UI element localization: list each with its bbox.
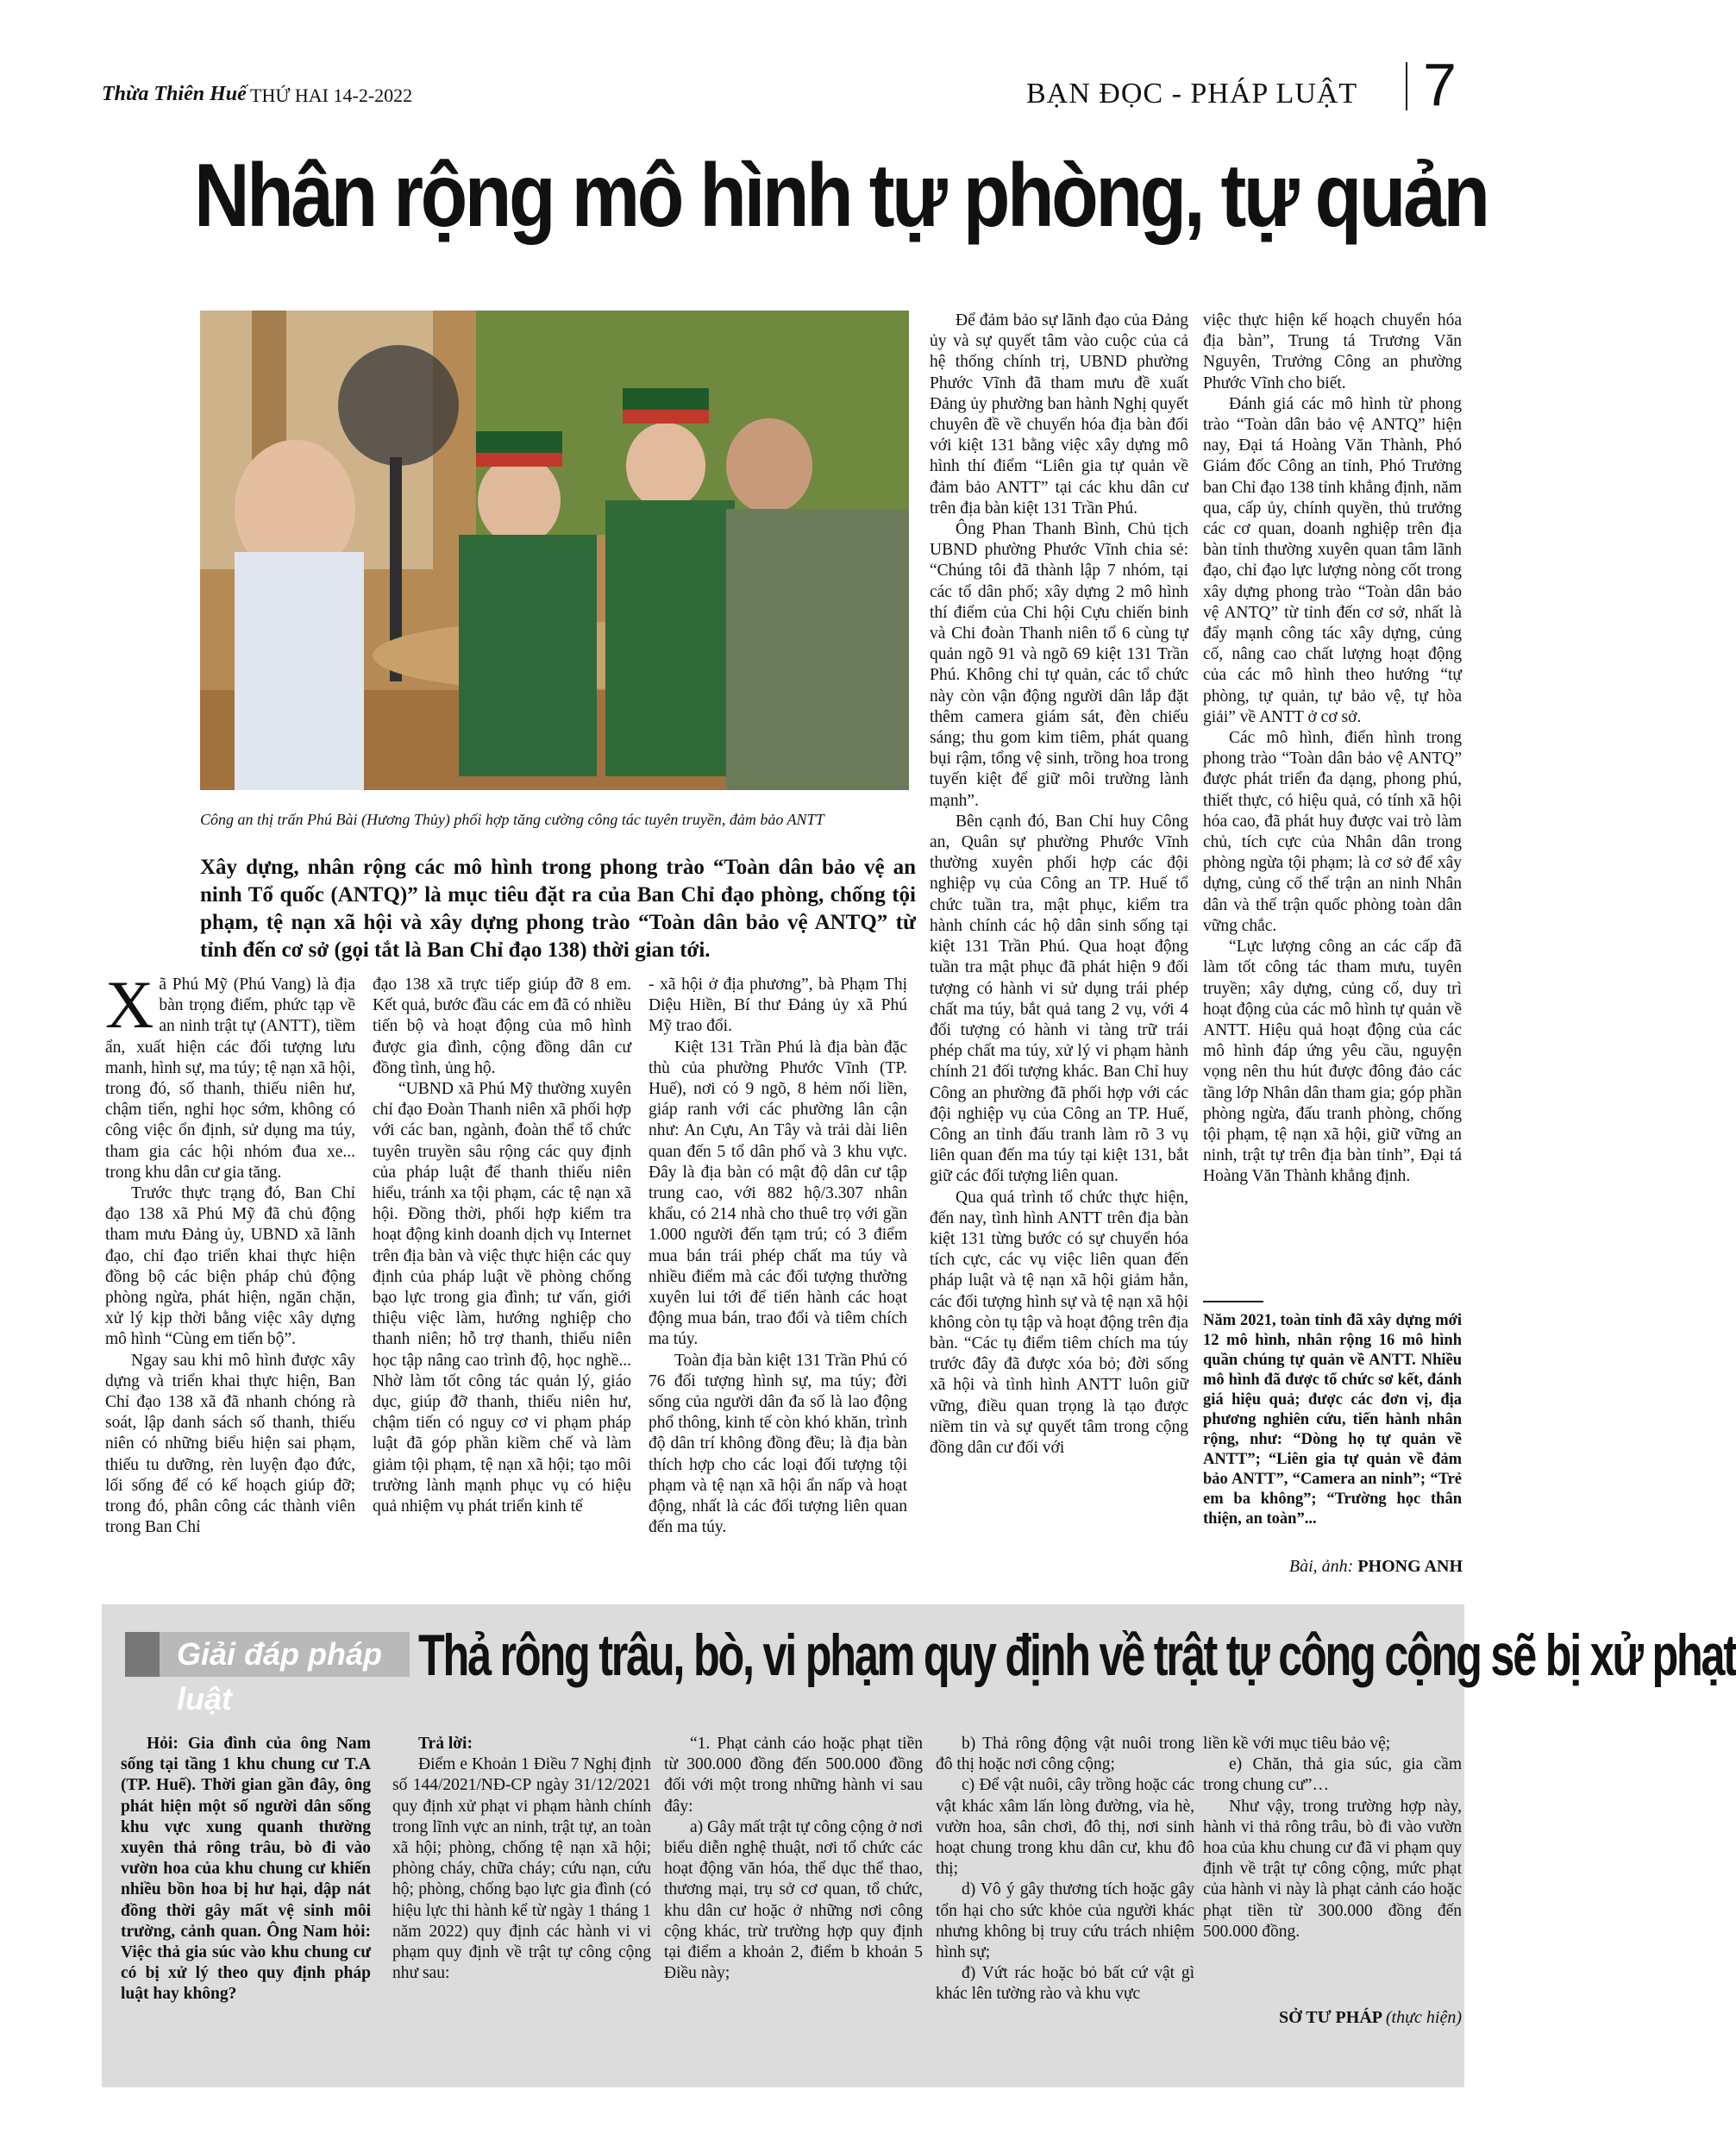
- paragraph: “1. Phạt cảnh cáo hoặc phạt tiền từ 300.000 đồng đến 500.000 đồng đối với một trong những hành vi sau đây:: [664, 1735, 923, 1816]
- qa-answer-column-3: [936, 1734, 1194, 2005]
- paragraph: Qua quá trình tổ chức thực hiện, đến nay, tình hình ANTT trên địa bàn kiệt 131 từng bước có sự chuyển hóa tích cực, các vụ việc liên quan đến pháp luật và tệ nạn xã hội giảm hẳn, các đối tượng hình sự và tệ nạn xã hội không còn tụ tập và hoạt động trên địa bàn. “Các tụ điểm tiêm chích ma túy trước đây đã được xóa bỏ; đời sống xã hội và tình hình ANTT luôn giữ vững, điều quan trọng là tạo được niềm tin và sự quyết tâm trong cộng đồng dân cư đối với: [930, 1188, 1189, 1457]
- paragraph: Như vậy, trong trường hợp này, hành vi thả rông trâu, bò đi vào vườn hoa của khu chung cư đã vi phạm quy định về trật tự công cộng, mức phạt của hành vi này là phạt cảnh cáo hoặc phạt tiền từ 300.000 đồng đến 500.000 đồng.: [1203, 1797, 1462, 1941]
- article-column-4: [930, 311, 1188, 1459]
- summary-note: Năm 2021, toàn tỉnh đã xây dựng mới 12 mô hình, nhân rộng 16 mô hình quần chúng tự quản về ANTT. Nhiều mô hình đã được tổ chức sơ kết, đánh giá hiệu quả; được các đơn vị, địa phương nghiên cứu, tiến hành nhân rộng, như: “Dòng họ tự quản về ANTT”; “Liên gia tự quản về đảm bảo ANTT”, “Camera an ninh”; “Trẻ em ba không”; “Trường học thân thiện, an toàn”...: [1203, 1312, 1462, 1528]
- paragraph: đ) Vứt rác hoặc bỏ bất cứ vật gì khác lên tường rào và khu vực: [936, 1964, 1194, 2004]
- paragraph: Ông Phan Thanh Bình, Chủ tịch UBND phường Phước Vĩnh chia sẻ: “Chúng tôi đã thành lập 7 nhóm, tại các tổ dân phố; xây dựng 2 mô hình thí điểm của Chi hội Cựu chiến binh và Chi đoàn Thanh niên tổ 6 cùng tự quản ngõ 91 và ngõ 69 kiệt 131 Trần Phú. Không chỉ tự quản, các tổ chức này còn vận động người dân lắp đặt thêm camera giám sát, đèn chiếu sáng; thu gom kim tiêm, phát quang bụi rậm, tổng vệ sinh, trồng hoa trong tuyến kiệt để giữ môi trường lành mạnh”.: [930, 520, 1188, 810]
- drop-cap: X: [105, 967, 154, 1042]
- note-divider: [1203, 1301, 1263, 1302]
- paragraph: việc thực hiện kế hoạch chuyển hóa địa bàn”, Trung tá Trương Văn Nguyên, Trưởng Công an phường Phước Vĩnh cho biết.: [1203, 311, 1462, 392]
- paper-name: Thừa Thiên Huế: [102, 83, 247, 105]
- paragraph: a) Gây mất trật tự công cộng ở nơi biểu diễn nghệ thuật, nơi tổ chức các hoạt động văn hóa, thể dục thể thao, thương mại, trụ sở cơ quan, tổ chức, khu dân cư hoặc ở những nơi công cộng khác, trừ trường hợp quy định tại điểm a khoản 2, điểm b khoản 5 Điều này;: [664, 1817, 923, 1983]
- byline-name: PHONG ANH: [1357, 1557, 1463, 1576]
- paragraph: Ngay sau khi mô hình được xây dựng và triển khai thực hiện, Ban Chỉ đạo 138 xã đã nhanh chóng rà soát, lập danh sách số thanh, thiếu niên có những biểu hiện sai phạm, thiếu tu dưỡng, rèn luyện đạo đức, lối sống để có kế hoạch giúp đỡ; trong đó, phân công các thành viên trong Ban Chỉ: [105, 1351, 355, 1537]
- paragraph: Điểm e Khoản 1 Điều 7 Nghị định số 144/2021/NĐ-CP ngày 31/12/2021 quy định xử phạt vi phạm hành chính trong lĩnh vực an ninh, trật tự, an toàn xã hội; phòng, chống tệ nạn xã hội; phòng cháy, chữa cháy; cứu nạn, cứu hộ; phòng, chống bạo lực gia đình (có hiệu lực thi hành kể từ ngày 1 tháng 1 năm 2022) quy định các hành vi vi phạm quy định về trật tự công cộng như sau:: [392, 1755, 651, 1983]
- answer-label: Trả lời:: [418, 1735, 473, 1753]
- masthead-divider: [1406, 62, 1407, 110]
- paragraph: Bên cạnh đó, Ban Chỉ huy Công an, Quân sự phường Phước Vĩnh thường xuyên phối hợp các đội nghiệp vụ của Công an TP. Huế tổ chức tuần tra, mật phục, kiểm tra hành chính các hộ dân sinh sống tại kiệt 131 Trần Phú. Qua hoạt động tuần tra mật phục đã phát hiện 9 đối tượng có hành vi sử dụng trái phép chất ma túy, bắt quả tang 2 vụ, với 4 đối tượng có hành vi tàng trữ trái phép chất ma túy, xử lý vi phạm hành chính 21 đối tượng khác. Ban Chỉ huy Công an phường đã phối hợp với các đội nghiệp vụ của Công an TP. Huế, Công an tỉnh đấu tranh làm rõ 3 vụ liên quan đến ma túy tại kiệt 131, bắt giữ các đối tượng liên quan.: [930, 812, 1188, 1186]
- issue-date: THỨ HAI 14-2-2022: [250, 85, 413, 106]
- paragraph: liền kề với mục tiêu bảo vệ;: [1203, 1735, 1391, 1753]
- question-text: Hỏi: Gia đình của ông Nam sống tại tầng 1 khu chung cư T.A (TP. Huế). Thời gian gần đây, ông phát hiện một số người dân sống khu vực xung quanh thường xuyên thả rông trâu, bò đi vào vườn hoa của khu chung cư khiến nhiều bồn hoa bị hư hại, dập nát đồng thời gây mất vệ sinh môi trường, cảnh quan. Ông Nam hỏi: Việc thả gia súc vào khu chung cư có bị xử lý theo quy định pháp luật hay không?: [121, 1735, 371, 2004]
- paragraph: “UBND xã Phú Mỹ thường xuyên chỉ đạo Đoàn Thanh niên xã phối hợp với các ban, ngành, đoàn thể tổ chức tuyên truyền sâu rộng các quy định của pháp luật để thanh thiếu niên hiểu, tránh xa tội phạm, các tệ nạn xã hội. Đồng thời, phối hợp kiểm tra hoạt động kinh doanh dịch vụ Internet trên địa bàn và việc thực hiện các quy định của pháp luật về phòng chống bạo lực trong gia đình; tư vấn, giới thiệu việc làm, hướng nghiệp cho thanh niên; hỗ trợ thanh, thiếu niên học tập nâng cao trình độ, học nghề... Nhờ làm tốt công tác quản lý, giáo dục, giúp đỡ thanh, thiếu niên hư, chậm tiến có nguy cơ vi phạm pháp luật đã góp phần kiềm chế và làm giảm tội phạm, tệ nạn xã hội; tạo môi trường lành mạnh phục vụ có hiệu quả nhiệm vụ phát triển kinh tế: [373, 1080, 631, 1516]
- article-column-2: [373, 975, 631, 1517]
- paragraph: c) Để vật nuôi, cây trồng hoặc các vật khác xâm lấn lòng đường, vỉa hè, vườn hoa, sân chơi, đô thị, nơi sinh hoạt chung trong khu dân cư, khu đô thị;: [936, 1776, 1194, 1879]
- section-name: BẠN ĐỌC - PHÁP LUẬT: [1026, 78, 1358, 110]
- paragraph: Các mô hình, điển hình trong phong trào “Toàn dân bảo vệ ANTQ” được phát triển đa dạng, phong phú, thiết thực, có hiệu quả, có tính xã hội hóa cao, đã phát huy được vai trò làm chủ, tích cực của Nhân dân trong phòng ngừa tội phạm; là cơ sở để xây dựng, củng cố thế trận an ninh Nhân dân và thế trận quốc phòng toàn dân vững chắc.: [1203, 729, 1462, 935]
- paragraph: Kiệt 131 Trần Phú là địa bàn đặc thù của phường Phước Vĩnh (TP. Huế), nơi có 9 ngõ, 8 hẻm nối liền, giáp ranh với các phường lân cận như: An Cựu, An Tây và trải dài liên quan đến 5 tổ dân phố và 3 khu vực. Đây là địa bàn có mật độ dân cư tập trung cao, với 882 hộ/3.307 nhân khẩu, có 214 nhà cho thuê trọ với gần 1.000 người đến tạm trú; có 3 điểm mua bán trái phép chất ma túy và nhiều điểm mà các đối tượng thường xuyên lui tới để tiến hành các hoạt động mua bán, trao đổi và tiêm chích ma túy.: [649, 1038, 907, 1349]
- photo-caption: Công an thị trấn Phú Bài (Hương Thủy) phối hợp tăng cường công tác tuyên truyền, đảm bảo ANTT: [200, 811, 824, 828]
- qa-section-label: Giải đáp pháp luật: [125, 1632, 410, 1677]
- paragraph: Để đảm bảo sự lãnh đạo của Đảng ủy và sự quyết tâm vào cuộc của cả hệ thống chính trị, UBND phường Phước Vĩnh đã tham mưu đề xuất Đảng ủy phường ban hành Nghị quyết chuyên đề về chuyển hóa địa bàn đối với kiệt 131 bằng việc xây dựng mô hình thí điểm “Liên gia tự quản về đảm bảo ANTT” tại các khu dân cư trên địa bàn kiệt 131 Trần Phú.: [930, 311, 1188, 518]
- article-column-3: [649, 975, 907, 1538]
- qa-answer-column-2: [664, 1734, 923, 1984]
- paragraph: Toàn địa bàn kiệt 131 Trần Phú có 76 đối tượng hình sự, ma túy; đời sống của người dân đa số là lao động phổ thông, kinh tế còn khó khăn, trình độ dân trí không đồng đều; là địa bàn thích hợp cho các loại đối tượng tội phạm và tệ nạn xã hội ẩn nấp và hoạt động, nhất là các đối tượng liên quan đến ma túy.: [649, 1351, 907, 1537]
- qa-question: [121, 1734, 371, 2005]
- paragraph: “Lực lượng công an các cấp đã làm tốt công tác tham mưu, tuyên truyền; xây dựng, củng cố, duy trì hoạt động của các mô hình tự quản về ANTT. Hiệu quả hoạt động của các mô hình đáp ứng yêu cầu, nguyện vọng nên thu hút được đông đảo các tầng lớp Nhân dân tham gia; góp phần phòng ngừa, đấu tranh phòng, chống tội phạm, tệ nạn xã hội, giữ vững an ninh, trật tự trên địa bàn tỉnh”, Đại tá Hoàng Văn Thành khẳng định.: [1203, 938, 1462, 1186]
- article-headline: Nhân rộng mô hình tự phòng, tự quản: [194, 146, 1488, 246]
- signer-note: (thực hiện): [1385, 2008, 1462, 2027]
- qa-signature: [1203, 2008, 1462, 2028]
- paragraph: Trước thực trạng đó, Ban Chỉ đạo 138 xã Phú Mỹ đã chủ động tham mưu Đảng ủy, UBND xã lãnh đạo, chỉ đạo triển khai thực hiện đồng bộ các biện pháp chủ động phòng ngừa, phát hiện, ngăn chặn, xử lý kịp thời bằng việc xây dựng mô hình “Cùng em tiến bộ”.: [105, 1184, 355, 1349]
- paragraph: e) Chăn, thả gia súc, gia cầm trong chung cư”…: [1203, 1755, 1462, 1795]
- qa-answer-column-1: [392, 1734, 651, 1984]
- article-column-5: [1203, 311, 1462, 1188]
- paragraph: Đánh giá các mô hình từ phong trào “Toàn dân bảo vệ ANTQ” hiện nay, Đại tá Hoàng Văn Thành, Phó Giám đốc Công an tỉnh, Phó Trưởng ban Chỉ đạo 138 tỉnh khẳng định, năm qua, cấp ủy, chính quyền, thủ trưởng các cơ quan, doanh nghiệp trên địa bàn tỉnh thường xuyên quan tâm lãnh đạo, chỉ đạo lực lượng nòng cốt trong xây dựng phong trào “Toàn dân bảo vệ ANTQ” từ tỉnh đến cơ sở, nhất là đẩy mạnh công tác xây dựng, củng cố, nâng cao chất lượng hoạt động của các mô hình theo hướng “tự phòng, tự quản, tự bảo vệ, tự hòa giải” về ANTT ở cơ sở.: [1203, 394, 1462, 726]
- article-lead: Xây dựng, nhân rộng các mô hình trong phong trào “Toàn dân bảo vệ an ninh Tổ quốc (ANTQ)” là mục tiêu đặt ra của Ban Chỉ đạo phòng, chống tội phạm, tệ nạn xã hội và xây dựng phong trào “Toàn dân bảo vệ ANTQ” từ tỉnh đến cơ sở (gọi tắt là Ban Chỉ đạo 138) thời gian tới.: [200, 856, 916, 962]
- byline: [1225, 1557, 1463, 1577]
- qa-label-accent: [125, 1632, 160, 1677]
- article-photo: [200, 311, 909, 790]
- paragraph: b) Thả rông động vật nuôi trong đô thị hoặc nơi công cộng;: [936, 1735, 1194, 1774]
- qa-headline: Thả rông trâu, bò, vi phạm quy định về trật tự công cộng sẽ bị xử phạt: [418, 1622, 1736, 1688]
- page-number: 7: [1423, 51, 1457, 118]
- paragraph: d) Vô ý gây thương tích hoặc gây tổn hại cho sức khỏe của người khác nhưng không bị truy cứu trách nhiệm hình sự;: [936, 1880, 1194, 1962]
- article-column-1: [105, 967, 355, 1538]
- byline-prefix: Bài, ảnh:: [1288, 1557, 1354, 1576]
- paragraph: ã Phú Mỹ (Phú Vang) là địa bàn trọng điểm, phức tạp về an ninh trật tự (ANTT), tiềm ẩn, xuất hiện các đối tượng lưu manh, hình sự, ma túy; tệ nạn xã hội, trong đó, số thanh, thiếu niên hư, chậm tiến, nghỉ học sớm, không có công việc ổn định, sử dụng ma túy, tham gia các hội nhóm đua xe... trong khu dân cư gia tăng.: [105, 976, 355, 1182]
- paragraph: đạo 138 xã trực tiếp giúp đỡ 8 em. Kết quả, bước đầu các em đã có nhiều tiến bộ và hoạt động của mô hình được gia đình, cộng đồng dân cư đồng tình, ủng hộ.: [373, 976, 631, 1077]
- signer-name: SỞ TƯ PHÁP: [1278, 2008, 1382, 2027]
- paragraph: - xã hội ở địa phương”, bà Phạm Thị Diệu Hiền, Bí thư Đảng ủy xã Phú Mỹ trao đổi.: [649, 976, 907, 1036]
- qa-answer-column-4: [1203, 1734, 1462, 1942]
